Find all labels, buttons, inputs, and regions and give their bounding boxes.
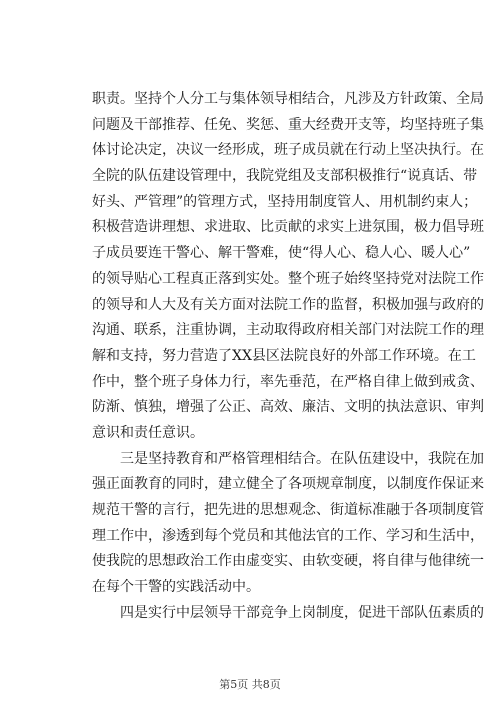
text-line: 全院的队伍建设管理中，我院党组及支部积极推行“说真话、带 <box>92 168 478 185</box>
text-line: 三是坚持教育和严格管理相结合。在队伍建设中，我院在加 <box>92 450 484 467</box>
text-line: 规范干警的言行，把先进的思想观念、街道标准融于各项制度管 <box>92 502 484 518</box>
text-line: 积极营造讲理想、求进取、比贡献的求实上进氛围，极力倡导班 <box>92 219 484 236</box>
text-line: 问题及干部推荐、任免、奖惩、重大经费开支等，均坚持班子集 <box>92 116 484 133</box>
text-line: 在每个干警的实践活动中。 <box>92 579 260 596</box>
text-line: 子成员要连干警心、解干警难，使“得人心、稳人心、暖人心” <box>92 245 471 262</box>
text-line: 意识和责任意识。 <box>92 424 204 441</box>
text-line: 职责。坚持个人分工与集体领导相结合，凡涉及方针政策、全局 <box>92 91 484 107</box>
document-body <box>92 87 484 626</box>
text-line: 防渐、慎独，增强了公正、高效、廉洁、文明的执法意识、审判 <box>92 399 484 416</box>
text-line: 体讨论决定，决议一经形成，班子成员就在行动上坚决执行。在 <box>92 142 484 159</box>
text-line: 理工作中，渗透到每个党员和其他法官的工作、学习和生活中， <box>92 527 484 544</box>
text-line: 的领导贴心工程真正落到实处。整个班子始终坚持党对法院工作 <box>92 270 484 287</box>
text-line: 沟通、联系，注重协调，主动取得政府相关部门对法院工作的理 <box>92 322 484 339</box>
text-line: 强正面教育的同时，建立健全了各项规章制度，以制度作保证来 <box>92 476 484 493</box>
text-line: 的领导和人大及有关方面对法院工作的监督，积极加强与政府的 <box>92 296 484 313</box>
text-line: 作中，整个班子身体力行，率先垂范，在严格自律上做到戒贪、 <box>92 373 484 390</box>
text-line: 使我院的思想政治工作由虚变实、由软变硬，将自律与他律统一 <box>92 553 484 570</box>
text-line: 解和支持，努力营造了XX县区法院良好的外部工作环境。在工 <box>92 347 476 364</box>
text-line: 好头、严管理”的管理方式，坚持用制度管人、用机制约束人； <box>92 193 478 210</box>
page-number-footer: 第5页 共8页 <box>219 678 281 691</box>
text-line: 四是实行中层领导干部竞争上岗制度，促进干部队伍素质的 <box>92 604 484 621</box>
